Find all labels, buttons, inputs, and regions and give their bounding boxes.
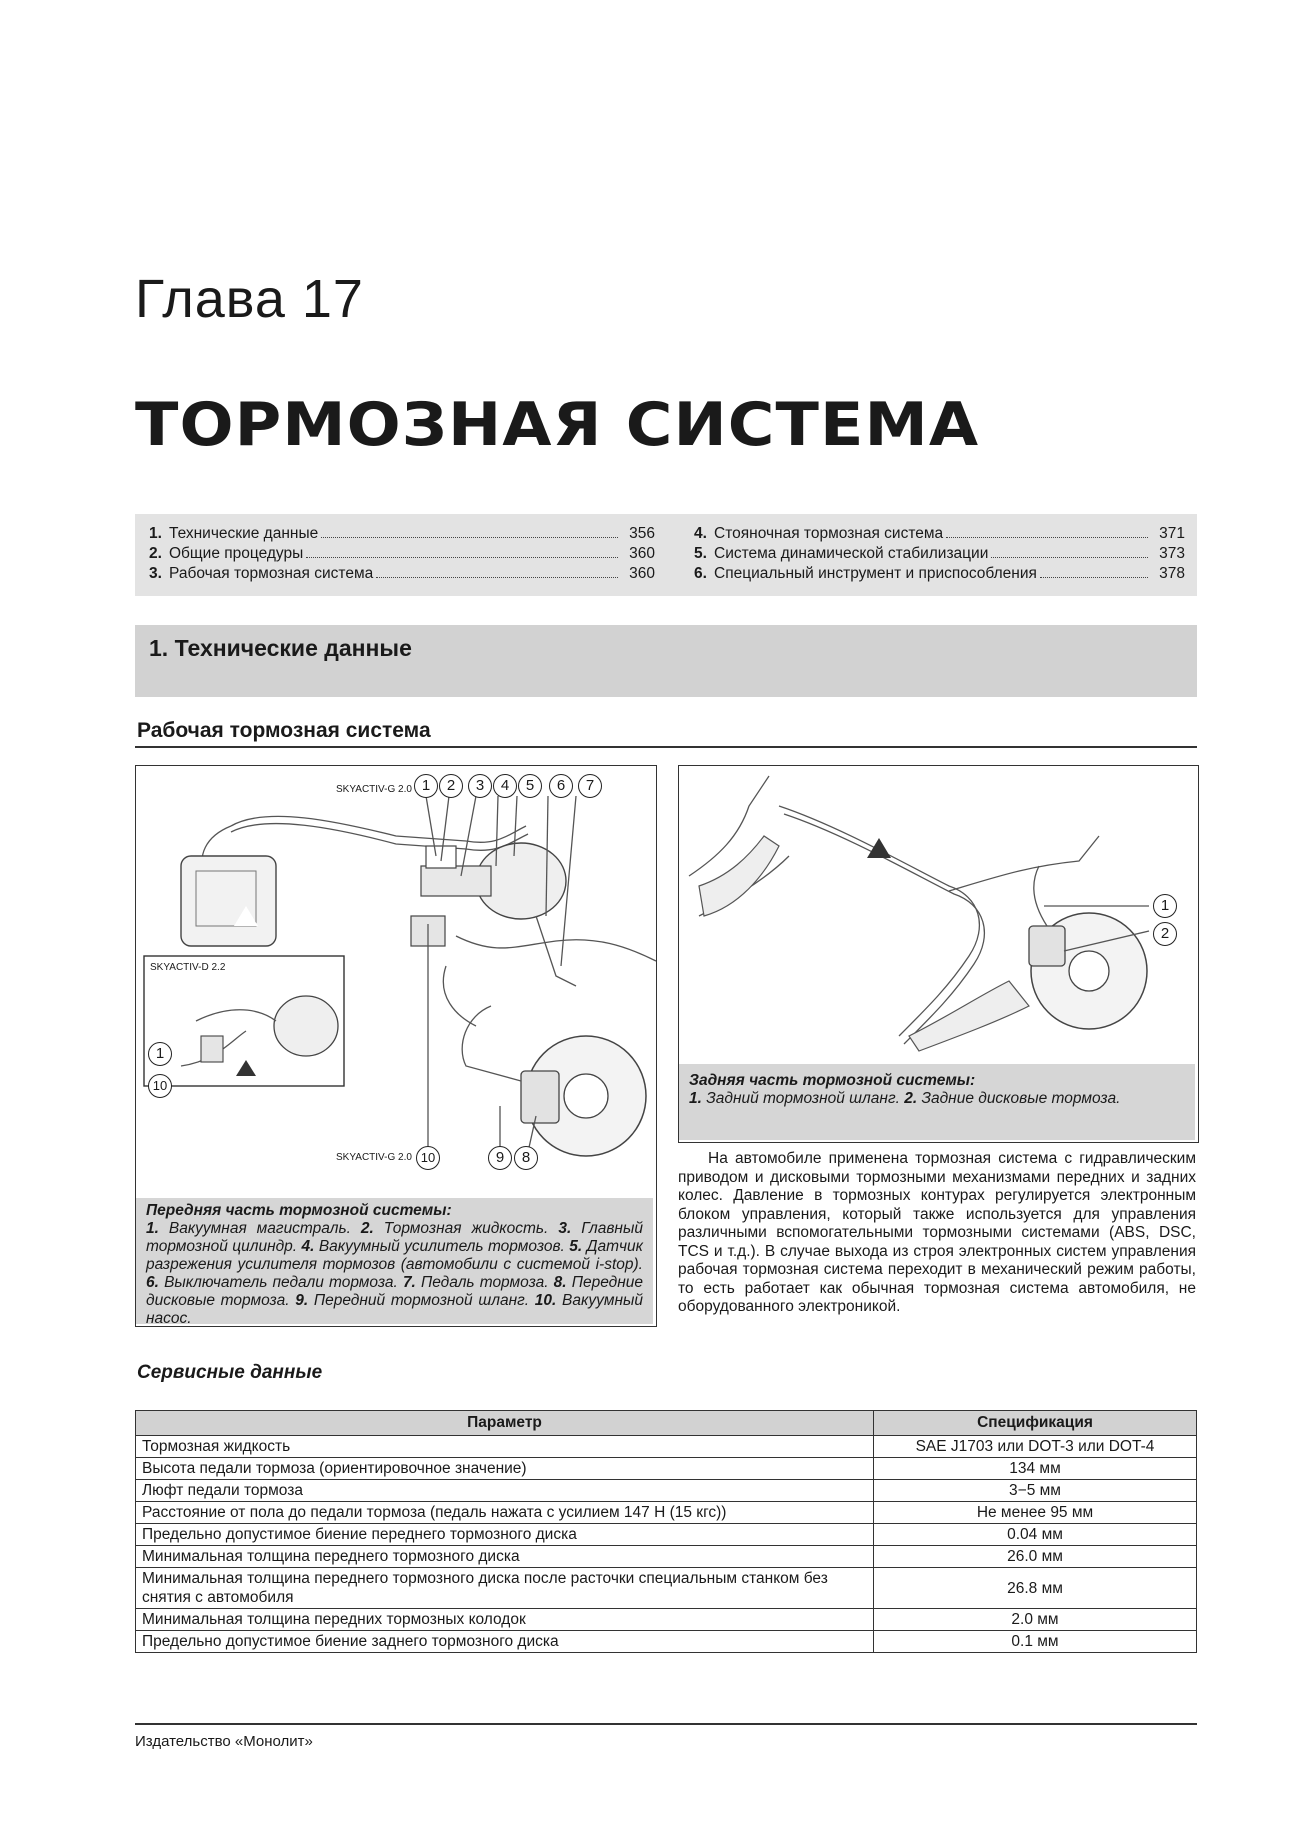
caption-num: 1. [146, 1220, 159, 1237]
caption-num: 4. [301, 1238, 315, 1255]
table-cell: Предельно допустимое биение заднего тормозного диска [136, 1631, 874, 1653]
callout-10: 10 [148, 1074, 172, 1098]
caption-text: Задние дисковые тормоза. [921, 1090, 1121, 1107]
toc-title: Специальный инструмент и приспособления [714, 565, 1037, 582]
callout-1: 1 [1153, 894, 1177, 918]
callout-2: 2 [1153, 922, 1177, 946]
caption-text: Задний тормозной шланг. [706, 1090, 900, 1107]
caption-num: 10. [534, 1292, 557, 1309]
service-data-table [135, 1410, 1197, 1653]
caption-num: 5. [569, 1238, 583, 1255]
toc-entry[interactable] [680, 524, 1185, 544]
toc-title: Система динамической стабилизации [714, 545, 989, 562]
toc-title: Технические данные [169, 525, 319, 542]
caption-num: 9. [295, 1292, 309, 1309]
toc-number: 4. [694, 525, 707, 542]
service-data-heading: Сервисные данные [137, 1362, 323, 1383]
rear-brake-hose [1034, 866, 1047, 926]
brake-line [443, 966, 476, 1026]
rear-caliper [1029, 926, 1065, 966]
table-cell: 26.0 мм [874, 1546, 1197, 1568]
callout-9: 9 [488, 1146, 512, 1170]
callout-4: 4 [493, 774, 517, 798]
toc-entry[interactable] [135, 544, 655, 564]
table-row [136, 1524, 1197, 1546]
caption-text: Датчик разрежения усилителя тормозов (автомобили с системой i-stop). [146, 1238, 644, 1273]
toc-entry[interactable] [135, 564, 655, 584]
toc-entry[interactable] [680, 544, 1185, 564]
table-header-row [136, 1411, 1197, 1436]
abs-unit [181, 856, 276, 946]
caption-text: Главный тормозной цилиндр. [146, 1220, 643, 1255]
front-figure-caption [136, 1198, 653, 1327]
toc-number: 2. [149, 545, 162, 562]
chapter-label: Глава 17 [135, 269, 364, 329]
toc-number: 1. [149, 525, 162, 542]
toc-page: 373 [1159, 545, 1185, 562]
footer-divider [135, 1723, 1197, 1725]
caption-text: Педаль тормоза. [421, 1274, 549, 1291]
caption-num: 8. [553, 1274, 567, 1291]
column-header: Параметр [136, 1411, 874, 1436]
callout-8: 8 [514, 1146, 538, 1170]
mazda-logo-icon [867, 838, 891, 858]
table-cell: SAE J1703 или DOT-3 или DOT-4 [874, 1436, 1197, 1458]
table-cell: 0.04 мм [874, 1524, 1197, 1546]
table-row [136, 1609, 1197, 1631]
front-caliper [521, 1071, 559, 1123]
caption-text: Вакуумная магистраль. [168, 1220, 351, 1237]
publisher-footer: Издательство «Монолит» [135, 1733, 313, 1750]
caption-num: 3. [558, 1220, 572, 1237]
caption-text: Выключатель педали тормоза. [164, 1274, 398, 1291]
table-cell: Минимальная толщина переднего тормозного диска после расточки специальным станком без снятия с автомобиля [136, 1568, 874, 1609]
table-cell: Тормозная жидкость [136, 1436, 874, 1458]
column-header: Спецификация [874, 1411, 1197, 1436]
section-header [135, 625, 1197, 697]
caption-num: 6. [146, 1274, 159, 1291]
caption-num: 1. [689, 1090, 702, 1107]
table-cell: 134 мм [874, 1458, 1197, 1480]
table-of-contents [135, 514, 1197, 596]
toc-page: 360 [629, 565, 655, 582]
engine-label: SKYACTIV-D 2.2 [150, 962, 226, 973]
table-row [136, 1458, 1197, 1480]
callout-1: 1 [414, 774, 438, 798]
caption-text: Передний тормозной шланг. [313, 1292, 530, 1309]
rear-brake-figure [678, 765, 1199, 1143]
callout-6: 6 [549, 774, 573, 798]
callout-1: 1 [148, 1042, 172, 1066]
callout-group [414, 774, 602, 798]
caption-num: 2. [360, 1220, 374, 1237]
toc-page: 356 [629, 525, 655, 542]
body-paragraph: На автомобиле применена тормозная система с гидравлическим приводом и дисковыми тормозными механизмами передних и задних колес. Давление в тормозных контурах регулируется электронным блоком управления, который также используется для управления различными вспомогательными тормозными системами (ABS, DSC, TCS и т.д.). В случае выхода из строя электронных систем управления рабочая тормозная система переходит в механический режим работы, то есть работает как обычная тормозная система автомобиля, не оборудованного электроникой. [678, 1150, 1196, 1315]
table-row [136, 1631, 1197, 1653]
table-cell: Предельно допустимое биение переднего тормозного диска [136, 1524, 874, 1546]
table-cell: 26.8 мм [874, 1568, 1197, 1609]
engine-label: SKYACTIV-G 2.0 [336, 1152, 412, 1163]
table-cell: 2.0 мм [874, 1609, 1197, 1631]
front-brake-figure [135, 765, 657, 1327]
caption-num: 2. [904, 1090, 918, 1107]
toc-page: 360 [629, 545, 655, 562]
toc-column-right [680, 524, 1185, 584]
subsection-title: Рабочая тормозная система [137, 719, 431, 742]
toc-number: 6. [694, 565, 707, 582]
caption-text: Тормозная жидкость. [383, 1220, 549, 1237]
table-cell: Минимальная толщина передних тормозных колодок [136, 1609, 874, 1631]
toc-page: 378 [1159, 565, 1185, 582]
rear-brake-illustration [679, 766, 1198, 1058]
callout-5: 5 [518, 774, 542, 798]
rear-figure-caption [679, 1064, 1195, 1140]
table-cell: 3−5 мм [874, 1480, 1197, 1502]
brake-line [231, 816, 526, 842]
brake-pedal [536, 916, 576, 986]
master-cylinder [421, 866, 491, 896]
toc-number: 3. [149, 565, 162, 582]
table-cell: 0.1 мм [874, 1631, 1197, 1653]
callout-3: 3 [468, 774, 492, 798]
front-brake-hose [462, 1006, 521, 1081]
caption-num: 7. [402, 1274, 416, 1291]
toc-title: Стояночная тормозная система [714, 525, 944, 542]
callout-10: 10 [416, 1146, 440, 1170]
page-title: ТОРМОЗНАЯ СИСТЕМА [135, 390, 980, 460]
table-cell: Люфт педали тормоза [136, 1480, 874, 1502]
caption-title: Передняя часть тормозной системы: [146, 1202, 452, 1219]
caption-text: Передние дисковые тормоза. [146, 1274, 643, 1309]
table-row [136, 1568, 1197, 1609]
table-row [136, 1546, 1197, 1568]
toc-entry[interactable] [135, 524, 655, 544]
brake-line [456, 936, 656, 961]
divider [135, 746, 1197, 748]
table-cell: Минимальная толщина переднего тормозного диска [136, 1546, 874, 1568]
caption-text: Вакуумный усилитель тормозов. [318, 1238, 565, 1255]
callout-2: 2 [439, 774, 463, 798]
engine-label: SKYACTIV-G 2.0 [336, 784, 412, 795]
table-row [136, 1480, 1197, 1502]
table-row [136, 1502, 1197, 1524]
table-cell: Высота педали тормоза (ориентировочное значение) [136, 1458, 874, 1480]
toc-number: 5. [694, 545, 707, 562]
table-cell: Не менее 95 мм [874, 1502, 1197, 1524]
caption-text: Вакуумный насос. [146, 1292, 644, 1327]
toc-column-left [135, 524, 655, 584]
table-row [136, 1436, 1197, 1458]
toc-entry[interactable] [680, 564, 1185, 584]
toc-page: 371 [1159, 525, 1185, 542]
caption-title: Задняя часть тормозной системы: [689, 1072, 976, 1089]
toc-title: Общие процедуры [169, 545, 304, 562]
table-cell: Расстояние от пола до педали тормоза (педаль нажата с усилием 147 Н (15 кгс)) [136, 1502, 874, 1524]
toc-title: Рабочая тормозная система [169, 565, 374, 582]
section-title: 1. Технические данные [149, 635, 412, 661]
brake-line [231, 824, 528, 851]
callout-7: 7 [578, 774, 602, 798]
